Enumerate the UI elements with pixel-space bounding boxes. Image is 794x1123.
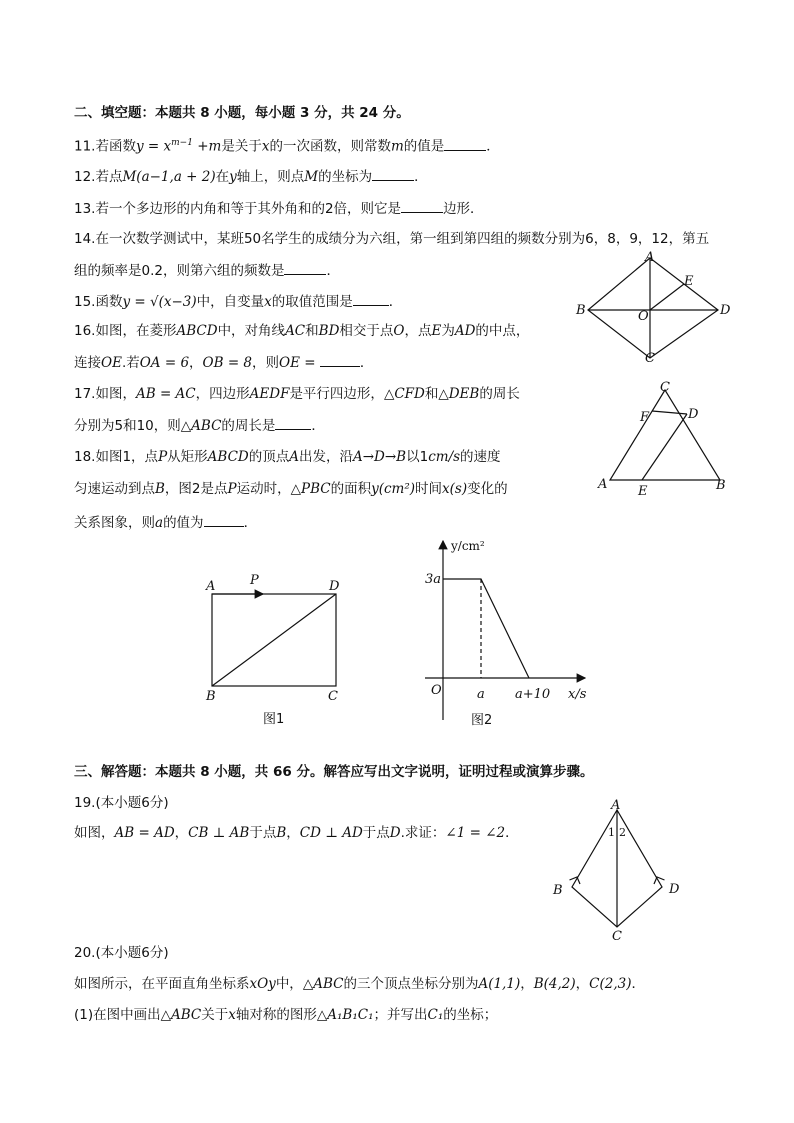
question-16-line1 — [74, 322, 529, 340]
q19-t4: ， — [286, 825, 300, 841]
q12-y: y — [229, 169, 237, 185]
q19-t5: 于点 — [362, 825, 390, 841]
q18-PBC: △PBC — [290, 481, 331, 497]
q18-t1: 18.如图1，点 — [74, 449, 159, 465]
q18-t12: 变化的 — [467, 481, 508, 497]
answer-blank[interactable] — [444, 136, 486, 151]
answer-blank[interactable] — [284, 260, 326, 275]
q18-t10: 的面积 — [330, 481, 372, 497]
q17-DEB: △DEB — [438, 386, 480, 402]
label-C: C — [660, 380, 670, 395]
question-18-line1 — [74, 448, 501, 466]
answer-blank[interactable] — [401, 198, 443, 213]
q20-end: ． — [631, 976, 645, 992]
section2-header: 二、填空题：本题共 8 小题，每小题 3 分，共 24 分。 — [74, 105, 410, 121]
question-18-line3 — [74, 512, 257, 532]
q16-OE: OE — [101, 355, 122, 371]
q16-t8: .若 — [121, 355, 140, 371]
q16-ABCD: ABCD — [176, 323, 218, 339]
q20-A: A(1,1) — [478, 976, 521, 992]
label-a-plus-10: a+10 — [515, 687, 551, 702]
q20-t8: 的坐标； — [443, 1007, 498, 1023]
q17-AB: AB = AC — [135, 386, 196, 402]
q18-t6: 的速度 — [460, 449, 501, 465]
q12-pre: 12.若点 — [74, 169, 123, 185]
answer-blank[interactable] — [204, 512, 244, 527]
q20-C1: C₁ — [427, 1007, 444, 1023]
q12-mid: 在 — [215, 169, 230, 185]
q12-M: M — [304, 169, 319, 185]
q11-end: ． — [486, 138, 500, 155]
q16-BD: BD — [318, 323, 340, 339]
q20-xOy: xOy — [249, 976, 276, 992]
q12-post2: 的坐标为 — [318, 169, 373, 185]
q20-t6: 轴对称的图形 — [235, 1007, 317, 1023]
q20-t3: 的三个顶点坐标分别为 — [343, 976, 479, 992]
label-a: a — [477, 687, 485, 702]
q11-var: x — [261, 138, 270, 155]
label-B: B — [576, 303, 586, 318]
triangle-ABC — [610, 390, 720, 480]
question-12 — [74, 166, 428, 186]
q14-line2: 组的频率是0.2，则第六组的频数是 — [74, 263, 285, 279]
q18-x: x(s) — [442, 481, 468, 497]
label-A: A — [598, 477, 608, 492]
kite-figure — [545, 795, 695, 945]
q16-O: O — [393, 323, 405, 339]
q16-and: 和 — [305, 323, 319, 339]
label-F: F — [640, 410, 650, 425]
q20-ABC: △ABC — [302, 976, 344, 992]
q16-t9: ，则 — [252, 355, 280, 371]
figure-2-graph — [415, 535, 600, 730]
q16-end: ． — [359, 355, 374, 371]
q18-a: a — [155, 515, 164, 531]
q17-ABC: △ABC — [180, 418, 222, 434]
label-B: B — [553, 883, 563, 898]
answer-blank[interactable] — [353, 291, 389, 306]
label-B: B — [716, 478, 726, 493]
q20-t5: 关于 — [201, 1007, 229, 1023]
q18-t3: 的顶点 — [248, 449, 290, 465]
answer-blank[interactable] — [320, 352, 360, 367]
question-13 — [74, 198, 484, 218]
answer-blank[interactable] — [372, 166, 414, 181]
label-D: D — [669, 882, 680, 897]
q11-tail: +m — [192, 138, 222, 155]
q20-C: C(2,3) — [589, 976, 632, 992]
label-C: C — [645, 351, 655, 366]
q11-post1: 的一次函数，则常数 — [269, 138, 391, 155]
q18-t5: 以1 — [406, 449, 429, 465]
label-A: A — [645, 250, 655, 265]
q20-s2: ， — [575, 976, 590, 992]
q16-AC: AC — [285, 323, 306, 339]
label-A: A — [206, 579, 216, 594]
graph-line — [443, 579, 529, 678]
q18-t4: 出发，沿 — [298, 449, 353, 465]
q15-post: 中，自变量 — [196, 294, 265, 310]
q18-ABCD: ABCD — [207, 449, 249, 465]
q11-mid: 是关于 — [221, 138, 262, 155]
q11-pre: 11.若函数 — [74, 138, 136, 155]
q20-t7: ；并写出 — [373, 1007, 428, 1023]
q19-CB: CB ⊥ AB — [188, 825, 250, 841]
label-P: P — [250, 573, 259, 588]
q19-angles: ∠1 = ∠2 — [445, 825, 506, 841]
q17-t6: 的周长是 — [221, 418, 276, 434]
q19-B: B — [276, 825, 287, 841]
question-14-line1: 14.在一次数学测试中，某班50名学生的成绩分为六组，第一组到第四组的频数分别为6，8，9，12，第五 — [74, 231, 710, 247]
q18-t7: 匀速运动到点 — [74, 481, 155, 497]
q11-m: m — [390, 138, 404, 155]
q17-t1: 17.如图， — [74, 386, 136, 402]
rhombus-figure — [570, 248, 740, 368]
question-11 — [74, 134, 500, 156]
q14-end: ． — [326, 263, 340, 279]
q18-speed: cm/s — [428, 449, 461, 465]
q12-point: M(a−1,a + 2) — [122, 169, 216, 185]
question-17-line1 — [74, 385, 520, 403]
q18-t2: 从矩形 — [167, 449, 208, 465]
x-axis-label: x/s — [568, 687, 587, 702]
q18-y: y(cm²) — [371, 481, 416, 497]
q16-t4: ，点 — [404, 323, 432, 339]
q11-func: y = x — [135, 138, 172, 155]
q16-comma: ， — [189, 355, 203, 371]
q17-end: ． — [311, 418, 325, 434]
q12-end: ． — [414, 169, 428, 185]
q17-CFD: △CFD — [383, 386, 425, 402]
label-D: D — [329, 579, 340, 594]
label-E: E — [684, 274, 694, 289]
q20-t1: 如图所示，在平面直角坐标系 — [74, 976, 250, 992]
segment-FD — [652, 411, 687, 414]
q19-t6: .求证： — [400, 825, 446, 841]
q18-t11: 时间 — [415, 481, 443, 497]
label-O: O — [638, 309, 649, 324]
q13-text: 13.若一个多边形的内角和等于其外角和的2倍，则它是 — [74, 201, 402, 217]
q20-A1B1C1: △A₁B₁C₁ — [316, 1007, 374, 1023]
q18-A: A — [289, 449, 299, 465]
question-15 — [74, 291, 402, 311]
q16-AD: AD — [454, 323, 476, 339]
q16-E: E — [431, 323, 442, 339]
q13-end: 边形． — [443, 201, 484, 217]
label-D: D — [720, 303, 731, 318]
label-A: A — [611, 798, 621, 813]
q19-t3: 于点 — [249, 825, 277, 841]
q20-s1: ， — [520, 976, 534, 992]
q18-end: ． — [243, 515, 258, 531]
angle-1: 1 — [608, 826, 615, 839]
q16-t2: 中，对角线 — [217, 323, 286, 339]
q19-AB: AB = AD — [114, 825, 175, 841]
q18-t9: 运动时， — [236, 481, 291, 497]
question-16-line2 — [74, 352, 373, 372]
y-axis-label: y/cm² — [451, 539, 485, 553]
question-20-title: 20.(本小题6分) — [74, 945, 169, 961]
diagonal-BD — [212, 594, 336, 686]
q20-t4: (1)在图中画出 — [74, 1007, 161, 1023]
segment-OE — [650, 284, 684, 310]
question-19-body — [74, 824, 519, 842]
q20-ABC2: △ABC — [160, 1007, 202, 1023]
question-18-line2 — [74, 480, 508, 498]
q15-post2: 的取值范围是 — [271, 294, 353, 310]
q16-t5: 为 — [441, 323, 455, 339]
q16-t6: 的中点， — [475, 323, 530, 339]
question-14-line2 — [74, 260, 340, 280]
q18-t13: 关系图象，则 — [74, 515, 155, 531]
q18-t8: ，图2是点 — [164, 481, 228, 497]
question-20-line2 — [74, 1006, 497, 1024]
q16-t3: 相交于点 — [339, 323, 394, 339]
angle-2: 2 — [619, 826, 626, 839]
q19-CD: CD ⊥ AD — [299, 825, 363, 841]
q20-x: x — [228, 1007, 236, 1023]
q17-t2: ，四边形 — [195, 386, 250, 402]
q19-t1: 如图， — [74, 825, 115, 841]
q11-post2: 的值是 — [403, 138, 445, 155]
label-B: B — [206, 689, 216, 704]
label-D: D — [688, 407, 699, 422]
figure-1-rectangle — [195, 570, 355, 730]
q18-path: A→D→B — [352, 449, 407, 465]
q17-t3: 是平行四边形， — [289, 386, 384, 402]
q11-exp: m−1 — [171, 138, 193, 148]
label-C: C — [328, 689, 338, 704]
q17-AEDF: AEDF — [249, 386, 290, 402]
answer-blank[interactable] — [275, 415, 311, 430]
q19-t2: ， — [174, 825, 189, 841]
q18-P: P — [158, 449, 168, 465]
q15-x: x — [264, 294, 272, 310]
q18-P2: P — [227, 481, 237, 497]
label-3a: 3a — [425, 572, 442, 587]
q19-D: D — [389, 825, 401, 841]
q20-t2: 中， — [275, 976, 303, 992]
q16-OE2: OE = — [279, 355, 316, 371]
q18-B: B — [155, 481, 165, 497]
q16-OA: OA = 6 — [139, 355, 190, 371]
q15-end: ． — [388, 294, 403, 310]
figure-2-caption: 图2 — [471, 713, 493, 728]
q15-pre: 15.函数 — [74, 294, 123, 310]
q17-t4: 的周长 — [479, 386, 520, 402]
q17-and: 和 — [424, 386, 439, 402]
q15-func: y = √(x−3) — [122, 294, 197, 310]
label-C: C — [612, 929, 622, 944]
label-E: E — [638, 484, 648, 498]
question-20-line1 — [74, 975, 645, 993]
figure-1-caption: 图1 — [263, 712, 285, 727]
q18-t14: 的值为 — [163, 515, 204, 531]
question-17-line2 — [74, 415, 325, 435]
q16-t1: 16.如图，在菱形 — [74, 323, 177, 339]
question-19-title: 19.(本小题6分) — [74, 795, 169, 811]
section3-header: 三、解答题：本题共 8 小题，共 66 分。解答应写出文字说明，证明过程或演算步骤。 — [74, 764, 594, 780]
q16-OB: OB = 8 — [202, 355, 253, 371]
label-O: O — [431, 683, 442, 698]
triangle-figure — [590, 378, 740, 498]
q20-B: B(4,2) — [533, 976, 576, 992]
q12-post: 轴上，则点 — [236, 169, 305, 185]
q16-t7: 连接 — [74, 355, 101, 371]
q19-t7: ． — [505, 825, 519, 841]
q17-t5: 分别为5和10，则 — [74, 418, 181, 434]
